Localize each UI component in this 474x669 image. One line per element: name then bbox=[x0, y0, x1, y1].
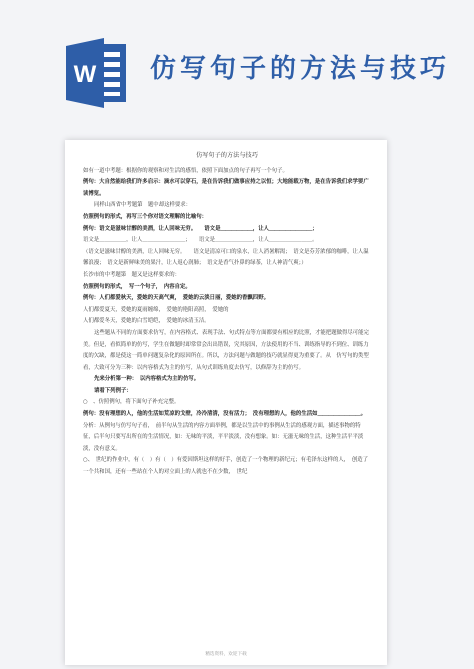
document-paragraph: 例句：人们都爱秋天，爱她的天高气爽， 爱她的云淡日丽，爱她的香飘四野。 bbox=[83, 295, 269, 302]
document-paragraph: （语文是滋味甘醇的美酒，让人回味无穷。 语文是清凉可口的泉水，让人消暑解渴； 语文是芬芳浓郁的咖啡，让人温馨浪漫； 语文是新鲜味美的果汁，让人返心润肺； 语文是香气扑鼻的绿茶，让人神清气爽；） bbox=[83, 248, 369, 267]
document-paragraph: ○、 世纪的作业中，有（ ）有（ ）有爱因斯坦这样的好手，创造了一个物理的新纪元；有毛泽东这样的人， 创造了一个共和国，还有一些站在个人的对立面上的人就也不在少数， 世纪 bbox=[83, 457, 369, 476]
document-paragraph: 人们都爱夏天，爱她的夏雨缠绵， 爱她的艳阳高照， 爱她的 bbox=[83, 306, 229, 313]
document-content bbox=[83, 150, 371, 479]
document-paragraph: 例句：语文是滋味甘醇的美酒，让人回味无穷。 语文是＿＿＿＿＿＿，让人＿＿＿＿＿＿＿＿； bbox=[83, 225, 318, 232]
document-paragraph: 语文是＿＿＿＿＿，让人＿＿＿＿＿＿＿＿； 语文是＿＿＿＿＿＿＿，让人＿＿＿＿＿＿＿＿。 bbox=[83, 237, 318, 244]
document-paragraph: ○ 、仿照例句，将下面句子补充完整。 bbox=[83, 399, 180, 406]
banner-header bbox=[0, 0, 474, 135]
document-paragraph: 人们都爱冬天，爱她的白雪皑皑， 爱她的冰清玉洁。 bbox=[83, 318, 210, 325]
document-title: 仿写句子的方法与技巧 bbox=[196, 152, 258, 159]
document-paragraph: 仿照例句的形式，再写三个你对语文理解的比喻句： bbox=[83, 213, 207, 220]
document-paragraph: 分析：从例句与仿写句子看， 前半句从生活的内容方面举例，都是以生活中的事例从生活的感观方面，描述事物的特征，后半句只要写出所在的生活情况，如：无味的平淡，平平淡淡，没有想象。如：无滋无味的生活，这种生活平平淡淡，没有意义。 bbox=[83, 422, 364, 452]
document-paragraph: 如有一道中考题：根据你的观察和对生活的感悟，依照下面加点的句子再写一个句子。 bbox=[83, 167, 288, 174]
page-footer: 精选资料，欢迎下载 bbox=[205, 652, 247, 657]
document-page bbox=[65, 140, 387, 665]
word-icon-letter: W bbox=[73, 61, 97, 88]
document-body bbox=[83, 166, 371, 479]
page-title: 仿写句子的方法与技巧 bbox=[150, 54, 451, 84]
document-paragraph: 这些题从不同的方面要求仿写，在内容格式、表现手法、句式特点等方面都要有相应的比照，才能把题做得尽可能完美。但是，看似简单的仿写，学生在做题时却常常会出出错误，究其原因，方法使用的不当、训练指导的不到位、训练力度的欠缺，都是使这一简单问题复杂化的原因所在。所以，方法问题与做题的技巧就显得更为重要了。从 仿写句的类型看，大致可分为三种：以内容格式为主的仿写，从句式训练角度去仿写，以修辞为主的仿写。 bbox=[83, 329, 369, 371]
document-paragraph: 仿照例句的形式， 写一个句子， 内容自定。 bbox=[83, 283, 191, 290]
document-paragraph: 长沙市的中考题第 题又是这样要求的： bbox=[83, 271, 181, 278]
document-paragraph: 例句：大自然能给我们许多启示：滴水可以穿石，是在告诉我们做事应持之以恒；大地能载万物，是在告诉我们求学要广读博览。 bbox=[83, 179, 369, 197]
document-paragraph: 先来分析第一种： 以内容格式为主的仿写。 bbox=[94, 376, 200, 383]
document-paragraph: 例句：没有理想的人，他的生活如荒凉的戈壁，冷冷清清，没有活力； 没有理想的人，他的生活如＿＿＿＿＿＿＿＿。 bbox=[83, 411, 367, 418]
document-paragraph: 同样山西省中考题第 题中却这样要求： bbox=[94, 202, 192, 209]
word-doc-icon bbox=[66, 38, 128, 108]
document-paragraph: 请看下列例子： bbox=[94, 387, 132, 394]
